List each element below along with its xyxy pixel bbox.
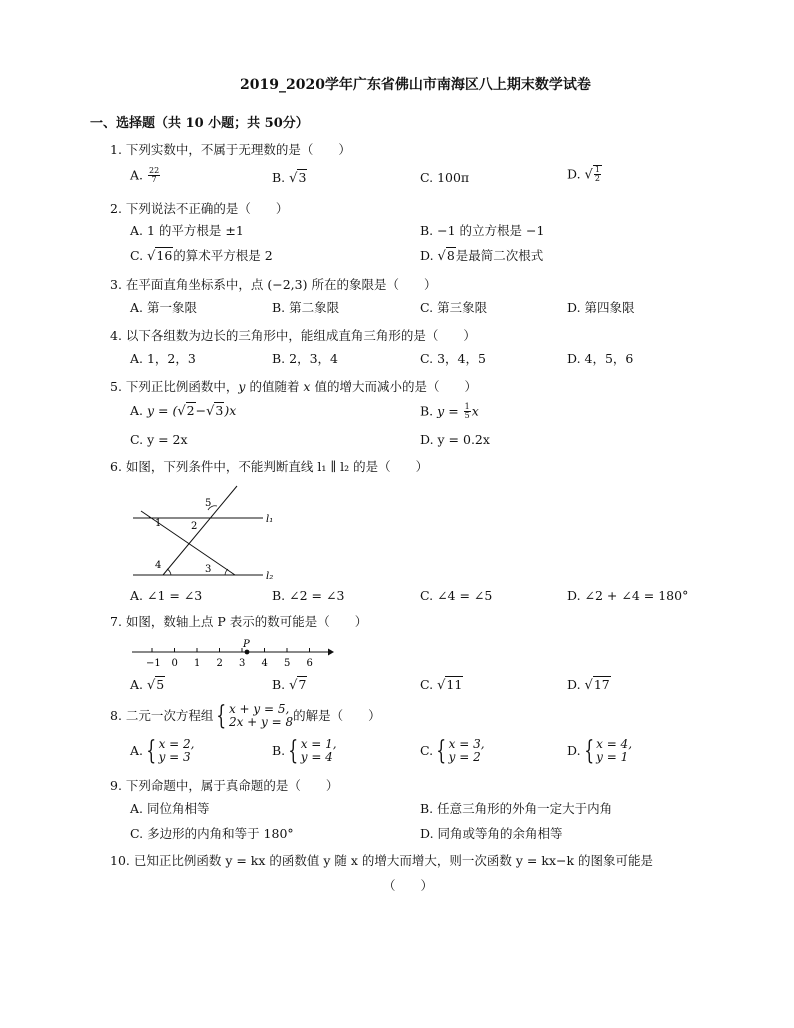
q6-option-b[interactable]: B. ∠2 = ∠3 — [272, 588, 345, 603]
q9-option-b[interactable]: B. 任意三角形的外角一定大于内角 — [420, 801, 613, 816]
number-line-tick-label: 3 — [239, 658, 246, 669]
number-line-tick-label: 1 — [194, 658, 201, 669]
point-p — [245, 650, 250, 655]
q7-option-d[interactable]: D. √17 — [567, 677, 610, 693]
angle-3-label: 3 — [205, 564, 212, 575]
radical: √3 — [289, 170, 307, 186]
q5-option-d[interactable]: D. y = 0.2x — [420, 432, 490, 447]
number-line-tick-label: 4 — [261, 658, 268, 669]
question-8-stem: 8. 二元一次方程组 { x + y = 5, 2x + y = 8的解是（ ） — [110, 701, 381, 731]
q1-option-b[interactable]: B. √3 — [272, 170, 307, 186]
q9-option-a[interactable]: A. 同位角相等 — [130, 801, 210, 816]
q8-option-b[interactable]: B. { x = 1, y = 4 — [272, 736, 337, 766]
q3-option-a[interactable]: A. 第一象限 — [130, 300, 197, 315]
q9-option-c[interactable]: C. 多边形的内角和等于 180° — [130, 826, 294, 841]
section-heading: 一、选择题（共 10 小题；共 50分） — [90, 116, 309, 131]
question-4-stem: 4. 以下各组数为边长的三角形中，能组成直角三角形的是（ ） — [110, 328, 476, 343]
point-p-label: P — [243, 639, 250, 650]
q5-option-c[interactable]: C. y = 2x — [130, 432, 188, 447]
q6-option-c[interactable]: C. ∠4 = ∠5 — [420, 588, 493, 603]
q8-option-a[interactable]: A. { x = 2, y = 3 — [130, 736, 195, 766]
question-1-stem: 1. 下列实数中，不属于无理数的是（ ） — [110, 142, 351, 157]
q4-option-c[interactable]: C. 3，4，5 — [420, 351, 486, 366]
question-10-stem: 10. 已知正比例函数 y = kx 的函数值 y 随 x 的增大而增大，则一次函数 y = kx−k 的图象可能是 — [110, 853, 654, 868]
l1-label: l₁ — [266, 514, 274, 525]
arrow-icon — [328, 649, 334, 656]
q8-option-d[interactable]: D. { x = 4, y = 1 — [567, 736, 633, 766]
q8-option-c[interactable]: C. { x = 3, y = 2 — [420, 736, 485, 766]
fraction: $\frac{22}{7}$ — [149, 166, 160, 185]
q4-option-b[interactable]: B. 2，3，4 — [272, 351, 338, 366]
question-6-stem: 6. 如图，下列条件中，不能判断直线 l₁ ∥ l₂ 的是（ ） — [110, 459, 429, 474]
q1-option-d[interactable]: D. √ $\frac{1}{2}$ — [567, 165, 600, 184]
number-line-tick-label: 6 — [306, 658, 313, 669]
radical: √8 — [437, 248, 455, 264]
q9-option-d[interactable]: D. 同角或等角的余角相等 — [420, 826, 563, 841]
q6-option-d[interactable]: D. ∠2 + ∠4 = 180° — [567, 588, 689, 603]
transversal-1 — [163, 486, 237, 575]
q5-option-b[interactable]: B. y = $\frac{1}{5}$ x — [420, 402, 479, 421]
angle-2-label: 2 — [191, 521, 198, 532]
q2-option-d[interactable]: D. √8是最简二次根式 — [420, 248, 544, 264]
number-line-tick-label: 5 — [284, 658, 291, 669]
angle-1-label: 1 — [155, 518, 162, 529]
q1-option-c[interactable]: C. 100π — [420, 170, 470, 185]
q3-option-c[interactable]: C. 第三象限 — [420, 300, 488, 315]
number-line — [128, 636, 338, 670]
question-5-stem: 5. 下列正比例函数中，y 的值随着 x 值的增大而减小的是（ ） — [110, 379, 477, 394]
question-3-stem: 3. 在平面直角坐标系中，点 (−2,3) 所在的象限是（ ） — [110, 277, 437, 292]
q2-option-a[interactable]: A. 1 的平方根是 ±1 — [130, 223, 244, 238]
question-2-stem: 2. 下列说法不正确的是（ ） — [110, 201, 289, 216]
number-line-tick-label: 2 — [216, 658, 223, 669]
q2-option-c[interactable]: C. √16的算术平方根是 2 — [130, 248, 273, 264]
number-line-tick-label: 0 — [171, 658, 178, 669]
q7-option-b[interactable]: B. √7 — [272, 677, 307, 693]
angle-5-label: 5 — [205, 498, 212, 509]
q2-option-b[interactable]: B. −1 的立方根是 −1 — [420, 223, 545, 238]
radical: √ $\frac{1}{2}$ — [584, 165, 600, 184]
answer-paren: （ ） — [383, 878, 434, 893]
question-7-stem: 7. 如图，数轴上点 P 表示的数可能是（ ） — [110, 614, 368, 629]
q7-option-a[interactable]: A. √5 — [130, 677, 165, 693]
q4-option-a[interactable]: A. 1，2，3 — [130, 351, 196, 366]
angle-4-label: 4 — [155, 560, 162, 571]
question-9-stem: 9. 下列命题中，属于真命题的是（ ） — [110, 778, 339, 793]
page-title: 2019_2020学年广东省佛山市南海区八上期末数学试卷 — [240, 77, 591, 93]
l2-label: l₂ — [266, 571, 274, 582]
q7-option-c[interactable]: C. √11 — [420, 677, 463, 693]
radical: √16 — [147, 248, 173, 264]
q6-option-a[interactable]: A. ∠1 = ∠3 — [130, 588, 203, 603]
q5-option-a[interactable]: A. y = (√2−√3)x — [130, 403, 237, 419]
q4-option-d[interactable]: D. 4，5，6 — [567, 351, 634, 366]
q3-option-b[interactable]: B. 第二象限 — [272, 300, 340, 315]
number-line-tick-label: −1 — [146, 658, 161, 669]
parallel-lines-figure — [125, 484, 285, 584]
q3-option-d[interactable]: D. 第四象限 — [567, 300, 635, 315]
q1-option-a[interactable]: A. $\frac{22}{7}$ — [130, 166, 160, 185]
